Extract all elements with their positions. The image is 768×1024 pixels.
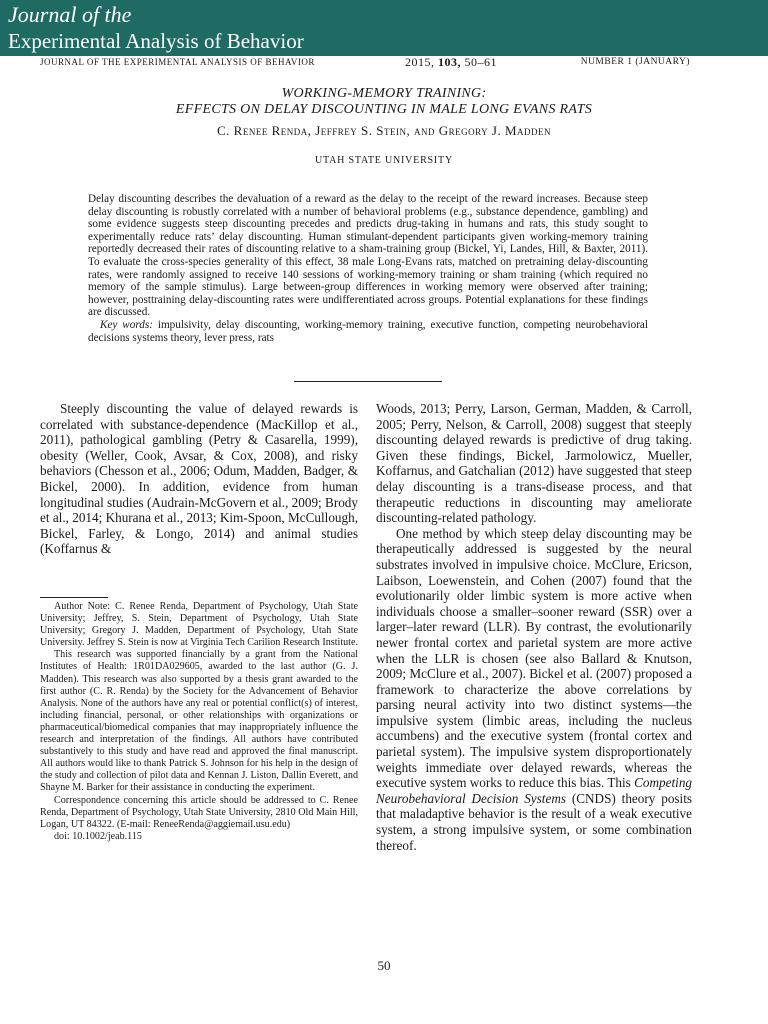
running-header (40, 55, 690, 69)
body-paragraph-2-start: One method by which steep delay discounting may be therapeutically addressed is suggested by the neural substrates involved in impulsive choice. McClure, Ericson, Laibson, Loewenstein, and Cohen (2007) found that the evolutionarily older limbic system is more active when individuals choose a smaller–sooner reward (SSR) over a larger–later reward (LLR). By contrast, the evolutionarily newer frontal cortex and parietal system are more active when the LLR is chosen (see also Ballard & Knutson, 2009; McClure et al., 2007). Bickel et al. (2007) proposed a framework to characterize the above correlations by parsing neural activity into two distinct systems—the impulsive system (limbic areas, including the nucleus accumbens) and the executive system (frontal cortex and parietal system). The impulsive system disproportionately weights immediate over delayed rewards, whereas the executive system works to reduce this bias. This (376, 525, 692, 791)
footnote-divider (40, 597, 108, 598)
article-authors: C. Renee Renda, Jeffrey S. Stein, and Gregory J. Madden (216, 123, 552, 138)
journal-banner (0, 0, 768, 56)
body-paragraph-2-end: (CNDS) theory posits that maladaptive behavior is the result of a weak executive system, a strong impulsive system, or some combination thereof. (376, 790, 692, 853)
keywords-label: Key words: (100, 318, 153, 331)
body-paragraph-1: Steeply discounting the value of delayed rewards is correlated with substance-dependence (MacKillop et al., 2011), pathological gambling (Petry & Casarella, 1999), obesity (Weller, Cook, Avsar, & Cox, 2008), and risky behaviors (Chesson et al., 2006; Odum, Madden, Badger, & Bickel, 2000). In addition, evidence from human longitudinal studies (Audrain-McGovern et al., 2009; Brody et al., 2014; Khurana et al., 2013; Kim-Spoon, McCullough, Bickel, Farley, & Longo, 2014) and animal studies (Koffarnus & (40, 401, 358, 557)
journal-banner-line2: Experimental Analysis of Behavior (8, 29, 304, 53)
footnote-doi: doi: 10.1002/jeab.115 (54, 830, 142, 842)
abstract-text: Delay discounting describes the devaluation of a reward as the delay to the receipt of the reward increases. Because steep delay discounting is robustly correlated with a number of behavioral problems (e.g., substance dependence, gambling) and some evidence suggests steep discounting precedes and predicts drug-taking in humans and rats, this study sought to experimentally reduce rats’ delay discounting. Human stimulant-dependent participants given working-memory training reportedly decreased their rates of discounting relative to a sham-training group (Bickel, Yi, Landes, Hill, & Baxter, 2011). To evaluate the cross-species generality of this effect, 38 male Long-Evans rats, matched on pretraining delay-discounting rates, were randomly assigned to receive 140 sessions of working-memory training or sham training (which required no memory of the sample stimulus). Large between-group differences in working memory were observed after training; however, posttraining delay-discounting rates were undifferentiated across groups. Potential explanations for these findings are discussed. (88, 193, 648, 319)
body-paragraph-2 (376, 526, 692, 853)
article-title-line2: EFFECTS ON DELAY DISCOUNTING IN MALE LONG EVANS RATS (175, 102, 593, 117)
running-header-volume: 103, (438, 55, 461, 69)
footnote-author-note: Author Note: C. Renee Renda, Department of Psychology, Utah State University; Jeffrey, S. Stein, Department of Psychology, Utah State University; Gregory J. Madden, Department of Psychology, Utah State University. Jeffrey S. Stein is now at Virginia Tech Carilion Research Institute. (40, 601, 358, 649)
running-header-year: 2015, (405, 55, 435, 69)
article-title-line1: WORKING-MEMORY TRAINING: (281, 86, 487, 101)
running-header-issue: NUMBER 1 (JANUARY) (580, 57, 690, 67)
page-number: 50 (377, 958, 391, 973)
footnotes (40, 601, 358, 843)
running-header-journal: JOURNAL OF THE EXPERIMENTAL ANALYSIS OF BEHAVIOR (40, 57, 315, 67)
keywords-list: impulsivity, delay discounting, working-memory training, executive function, competing neurobehavioral decisions systems theory, lever press, rats (88, 318, 649, 344)
running-header-pages: 50–61 (464, 55, 497, 69)
article-affiliation: UTAH STATE UNIVERSITY (315, 155, 453, 166)
keywords (88, 319, 648, 344)
body-column-right (376, 401, 692, 853)
abstract (88, 193, 648, 344)
running-header-citation (405, 55, 497, 69)
cnds-theory-name: Competing Neurobehavioral Decision Systems (376, 775, 693, 806)
footnote-funding: This research was supported financially by a grant from the National Institutes of Health: 1R01DA029605, awarded to the last author (G. J. Madden). This research was also supported by a thesis grant awarded to the first author (C. R. Renda) by the Society for the Advancement of Behavior Analysis. None of the authors have any real or potential conflict(s) of interest, including financial, personal, or other relationships with organizations or pharmaceutical/biomedical companies that may inappropriately influence the research and interpretation of the findings. All authors have contributed substantively to this study and have read and approved the final manuscript. All authors would like to thank Patrick S. Johnson for his help in the design of the study and collection of pilot data and Kennan J. Liston, Dallin Everett, and Shayne M. Barker for their assistance in conducting the experiment. (40, 649, 358, 794)
body-paragraph-1-continued: Woods, 2013; Perry, Larson, German, Madden, & Carroll, 2005; Perry, Nelson, & Carroll, 2008) suggest that steeply discounting delayed rewards is predictive of drug taking. Given these findings, Bickel, Jarmolowicz, Mueller, Koffarnus, and Gatchalian (2012) have suggested that steep delay discounting is a trans-disease process, and that therapeutic reductions in discounting may ameliorate discounting-related pathology. (376, 401, 692, 526)
section-divider (294, 381, 442, 382)
footnote-correspondence: Correspondence concerning this article should be addressed to C. Renee Renda, Department of Psychology, Utah State University, 2810 Old Main Hill, Logan, UT 84322. (E-mail: ReneeRenda@aggiemail.usu.edu) (40, 794, 358, 830)
journal-banner-line1: Journal of the (8, 2, 132, 27)
body-column-left (40, 401, 358, 557)
